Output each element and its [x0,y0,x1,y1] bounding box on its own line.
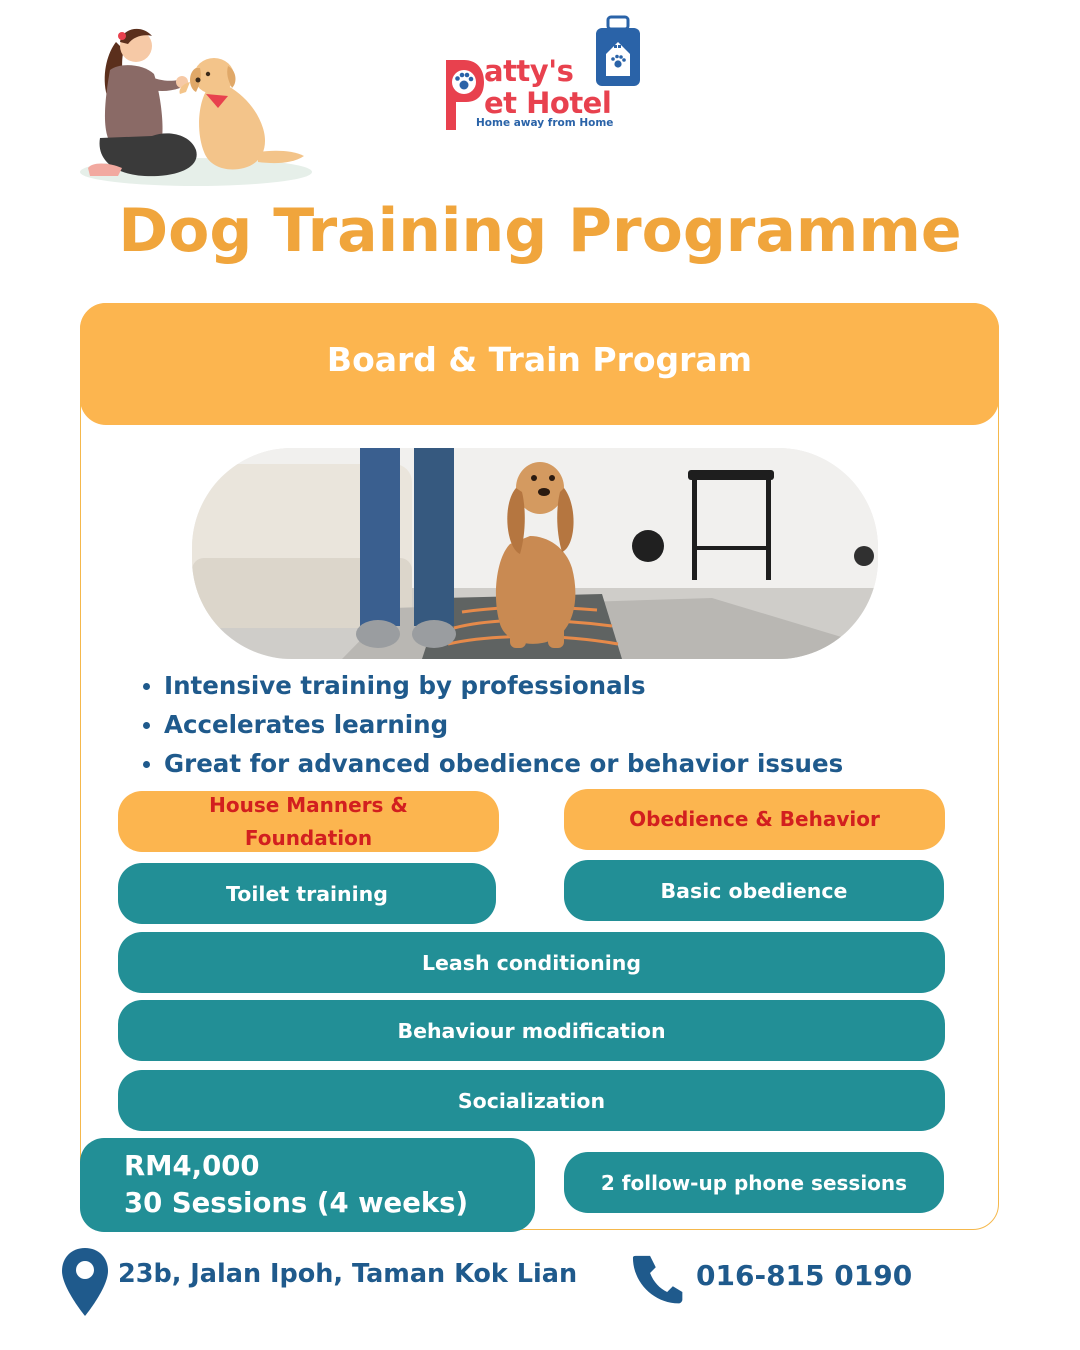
luggage-house-icon [594,14,642,88]
sessions: 30 Sessions (4 weeks) [124,1187,469,1219]
price-box [80,1138,535,1232]
skill-basic-obedience [564,860,944,921]
logo-tagline: Home away from Home [476,117,614,129]
logo-line-1: atty's [484,54,574,88]
dog-training-photo [192,448,878,659]
feature-item: Great for advanced obedience or behavior issues [140,746,940,785]
skill-behaviour-modification-label: Behaviour modification [397,1018,666,1043]
category-house-manners [118,791,499,852]
followup-sessions [564,1152,944,1213]
skill-socialization-label: Socialization [457,1088,606,1113]
skill-leash-conditioning-label: Leash conditioning [421,950,642,975]
price: RM4,000 [124,1150,260,1182]
page-title: Dog Training Programme [118,196,962,266]
map-pin-icon [60,1246,110,1318]
skill-toilet-training [118,863,496,924]
feature-item: Intensive training by professionals [140,668,940,707]
skill-leash-conditioning [118,932,945,993]
phone-icon [632,1254,684,1306]
feature-list [140,668,940,785]
category-obedience-label: Obedience & Behavior [629,807,880,831]
pattys-pet-hotel-logo [440,14,650,134]
skill-toilet-training-label: Toilet training [226,881,388,906]
skill-basic-obedience-label: Basic obedience [660,878,848,903]
category-house-manners-label: House Manners & Foundation [209,792,408,850]
logo-line-2: et Hotel [484,86,612,120]
skill-behaviour-modification [118,1000,945,1061]
address: 23b, Jalan Ipoh, Taman Kok Lian [118,1259,578,1289]
category-obedience-behavior [564,789,945,850]
woman-with-dog-illustration [78,22,318,190]
phone-number: 016-815 0190 [696,1259,913,1292]
followup-sessions-label: 2 follow-up phone sessions [600,1170,908,1195]
program-name: Board & Train Program [326,340,753,379]
skill-socialization [118,1070,945,1131]
feature-item: Accelerates learning [140,707,940,746]
